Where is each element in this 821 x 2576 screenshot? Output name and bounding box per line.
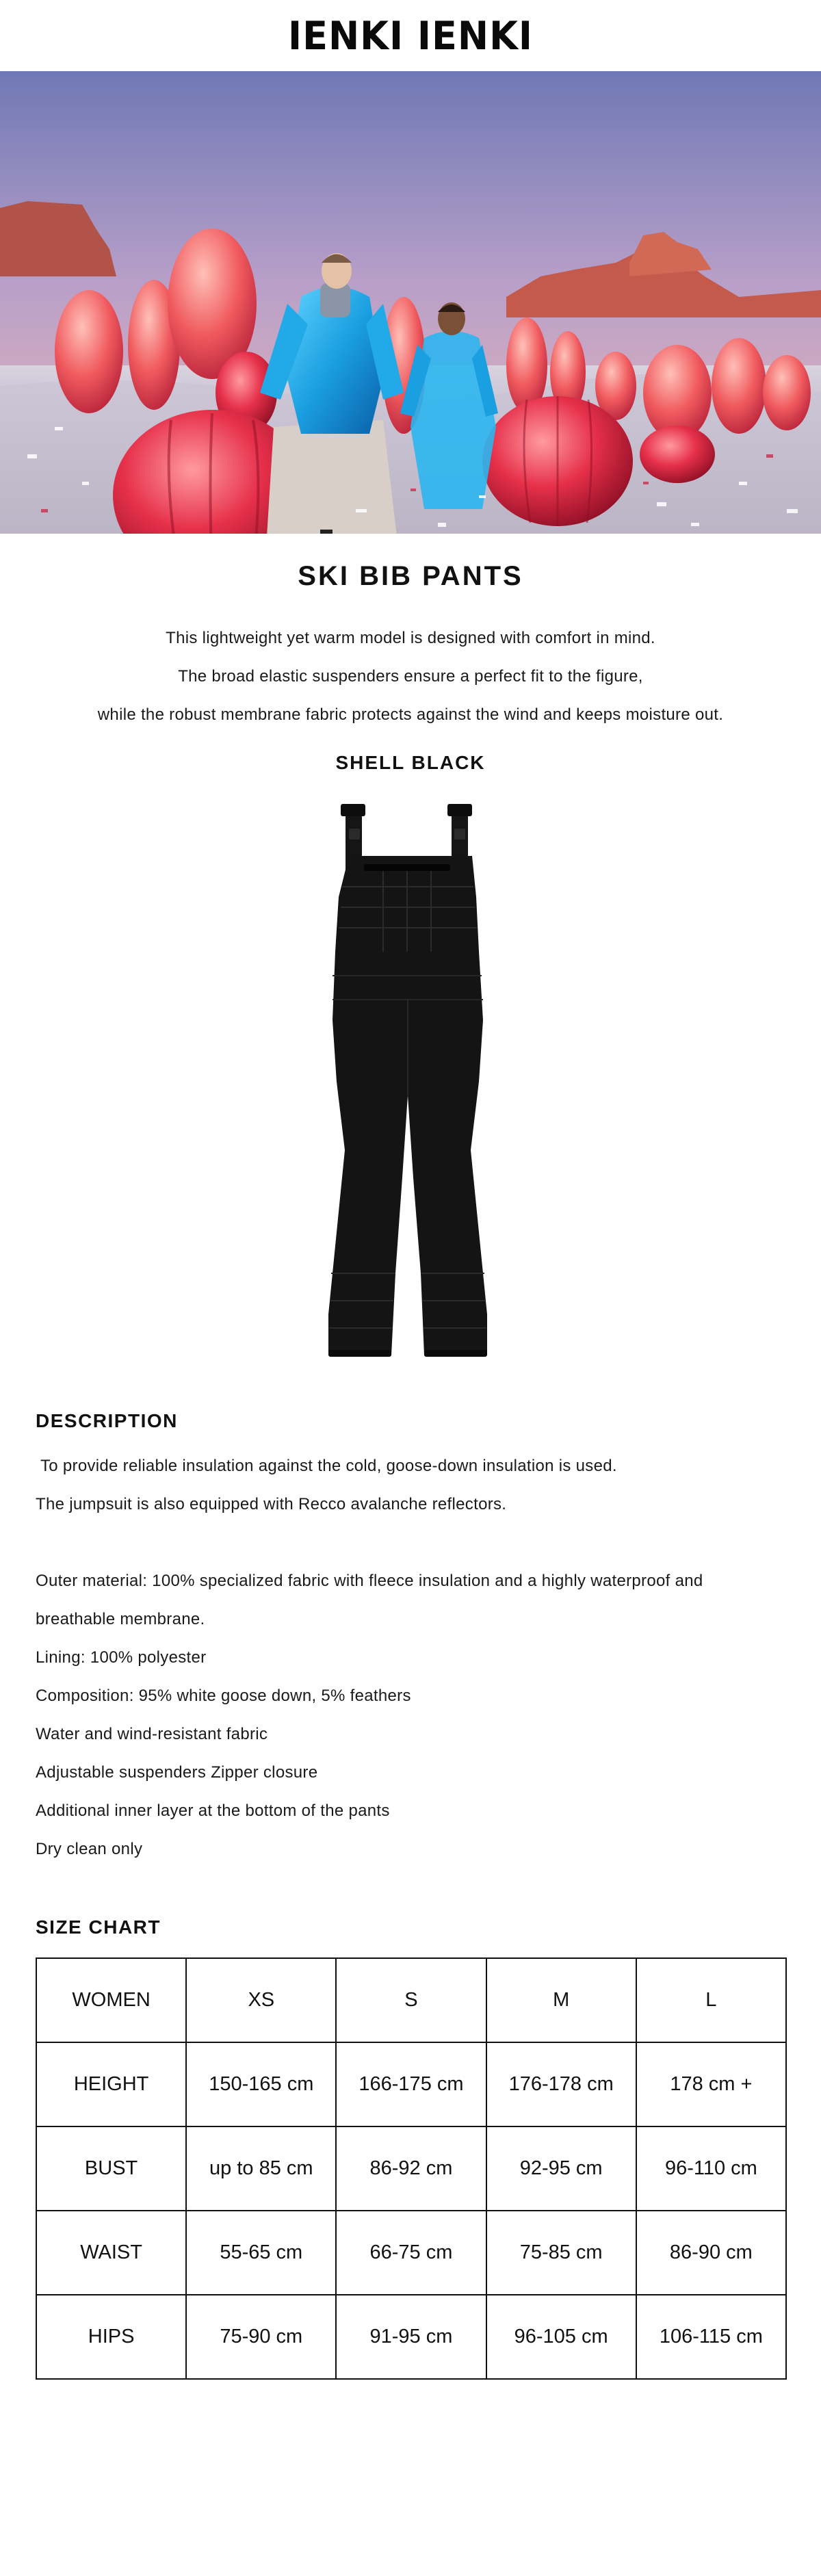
size-header-cell: WOMEN (36, 1958, 186, 2042)
size-cell: WAIST (36, 2211, 186, 2295)
size-cell: 178 cm + (636, 2042, 786, 2126)
size-cell: 55-65 cm (186, 2211, 336, 2295)
size-chart-header-row (36, 1958, 786, 2042)
size-cell: 75-90 cm (186, 2295, 336, 2379)
description-body (36, 1447, 785, 1869)
detail-line: Additional inner layer at the bottom of the pants (36, 1801, 390, 1820)
detail-line: Composition: 95% white goose down, 5% feathers (36, 1687, 411, 1705)
intro-line: The broad elastic suspenders ensure a perfect fit to the figure, (178, 667, 643, 686)
size-cell: 66-75 cm (336, 2211, 486, 2295)
detail-line: Outer material: 100% specialized fabric with fleece insulation and a highly waterproof and (36, 1572, 703, 1590)
size-cell: 96-105 cm (486, 2295, 636, 2379)
size-chart-row (36, 2042, 786, 2126)
size-chart-row (36, 2126, 786, 2211)
size-header-cell: S (336, 1958, 486, 2042)
size-chart-table (36, 1957, 787, 2380)
product-title: SKI BIB PANTS (298, 561, 523, 591)
description-heading: DESCRIPTION (36, 1410, 178, 1431)
size-cell: 91-95 cm (336, 2295, 486, 2379)
description-line: To provide reliable insulation against the cold, goose-down insulation is used. (40, 1457, 617, 1475)
product-image (0, 794, 821, 1410)
detail-line: Lining: 100% polyester (36, 1648, 207, 1667)
description-section (0, 1410, 821, 2380)
intro-line: This lightweight yet warm model is designed with comfort in mind. (166, 629, 655, 647)
size-cell: 150-165 cm (186, 2042, 336, 2126)
size-cell: up to 85 cm (186, 2126, 336, 2211)
detail-line: Adjustable suspenders Zipper closure (36, 1763, 318, 1782)
description-line: The jumpsuit is also equipped with Recco avalanche reflectors. (36, 1495, 507, 1513)
size-cell: 86-92 cm (336, 2126, 486, 2211)
colorway-label: SHELL BLACK (335, 752, 486, 773)
size-cell: 176-178 cm (486, 2042, 636, 2126)
size-cell: 75-85 cm (486, 2211, 636, 2295)
intro-line: while the robust membrane fabric protects against the wind and keeps moisture out. (97, 705, 724, 724)
size-cell: 92-95 cm (486, 2126, 636, 2211)
size-cell: 106-115 cm (636, 2295, 786, 2379)
brand-header (0, 0, 821, 71)
size-cell: HEIGHT (36, 2042, 186, 2126)
hero-banner-image (0, 71, 821, 534)
detail-line: breathable membrane. (36, 1610, 205, 1628)
size-chart-heading: SIZE CHART (36, 1916, 161, 1938)
size-header-cell: L (636, 1958, 786, 2042)
size-chart-row (36, 2295, 786, 2379)
brand-logo[interactable]: IENKI IENKI (287, 12, 534, 59)
size-header-cell: XS (186, 1958, 336, 2042)
size-cell: 86-90 cm (636, 2211, 786, 2295)
detail-line: Water and wind-resistant fabric (36, 1725, 268, 1743)
size-cell: HIPS (36, 2295, 186, 2379)
size-cell: 166-175 cm (336, 2042, 486, 2126)
product-intro (0, 619, 821, 734)
size-chart-row (36, 2211, 786, 2295)
size-cell: BUST (36, 2126, 186, 2211)
size-header-cell: M (486, 1958, 636, 2042)
detail-line: Dry clean only (36, 1840, 143, 1858)
size-cell: 96-110 cm (636, 2126, 786, 2211)
